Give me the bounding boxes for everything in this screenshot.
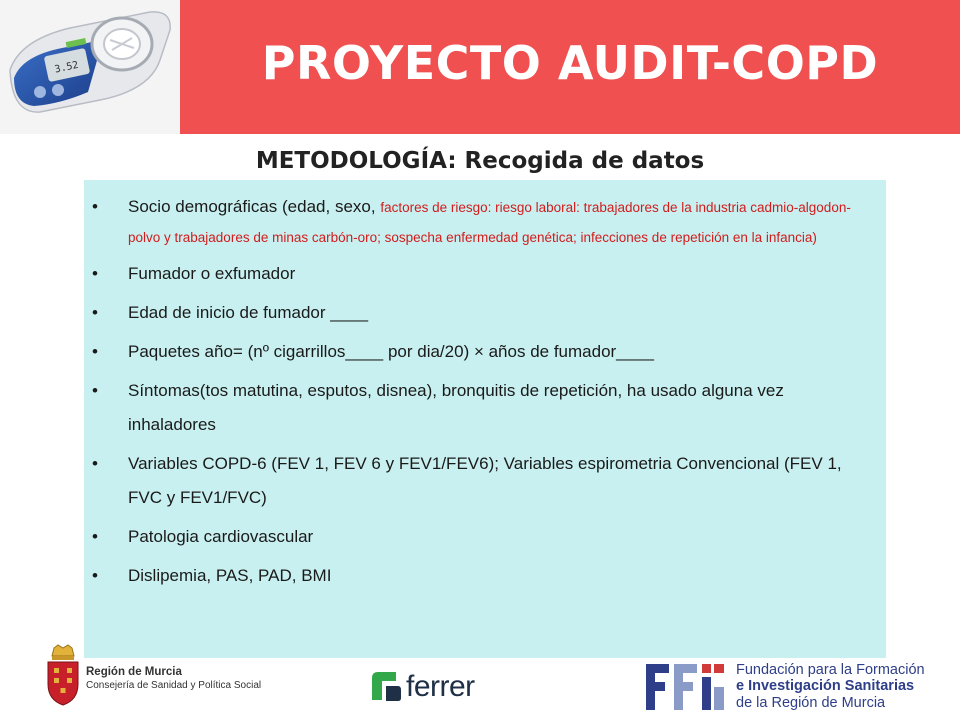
list-item-text: Edad de inicio de fumador ____: [128, 303, 369, 322]
list-item: [84, 520, 864, 554]
list-item-text: Fumador o exfumador: [128, 264, 296, 283]
ffis-logo-line3: de la Región de Murcia: [736, 695, 886, 711]
bullet-dot: •: [92, 566, 98, 585]
page-title: PROYECTO AUDIT-COPD: [261, 36, 879, 90]
bullet-dot: •: [92, 303, 98, 322]
bullet-dot: •: [92, 454, 98, 473]
list-item-text: Socio demográficas (edad, sexo,: [128, 197, 381, 216]
bullet-dot: •: [92, 264, 98, 283]
list-item-text: Dislipemia, PAS, PAD, BMI: [128, 566, 332, 585]
bullet-dot: •: [92, 197, 98, 216]
ferrer-wordmark: ferrer: [406, 670, 475, 703]
spirometer-icon: [0, 0, 180, 134]
list-item: [84, 296, 864, 330]
bullet-dot: •: [92, 342, 98, 361]
list-item-text: Variables COPD-6 (FEV 1, FEV 6 y FEV1/FEV6); Variables espirometria Convencional (FEV 1, FVC y FEV1/FVC): [128, 454, 842, 507]
risk-factors-note: factores de riesgo: riesgo laboral: trabajadores de la industria cadmio-algodon-polvo y trabajadores de minas carbón-oro; sospecha enfermedad genética; infecciones de repetición en la infancia): [128, 200, 851, 245]
section-subtitle: METODOLOGÍA: Recogida de datos: [255, 148, 705, 174]
ferrer-logo: [368, 668, 488, 710]
ffis-logo: [644, 660, 944, 716]
list-item: [84, 374, 864, 442]
list-item: [84, 559, 864, 593]
list-item: [84, 335, 864, 369]
list-item: [84, 192, 864, 252]
murcia-logo-line1: Región de Murcia: [86, 666, 182, 678]
list-item-text: Paquetes año= (nº cigarrillos____ por dia/20) × años de fumador____: [128, 342, 655, 361]
spirometer-device-image: [0, 0, 180, 134]
list-item: [84, 257, 864, 291]
title-banner: [180, 0, 960, 134]
list-item: [84, 447, 864, 515]
bullet-dot: •: [92, 527, 98, 546]
ffis-symbol-icon: [644, 660, 728, 712]
ffis-logo-line1: Fundación para la Formación: [736, 662, 925, 678]
ferrer-symbol-icon: [368, 668, 404, 704]
coat-of-arms-icon: [44, 644, 82, 706]
content-box: [84, 180, 886, 658]
list-item-text: Patologia cardiovascular: [128, 527, 314, 546]
ffis-logo-line2: e Investigación Sanitarias: [736, 678, 915, 694]
murcia-logo-line2: Consejería de Sanidad y Política Social: [86, 680, 262, 691]
list-item-text: Síntomas(tos matutina, esputos, disnea), bronquitis de repetición, ha usado alguna vez inhaladores: [128, 381, 784, 434]
bullet-dot: •: [92, 381, 98, 400]
bullet-list: [84, 192, 864, 598]
region-murcia-logo: [44, 644, 284, 706]
svg-text:3.52: 3.52: [53, 59, 80, 76]
